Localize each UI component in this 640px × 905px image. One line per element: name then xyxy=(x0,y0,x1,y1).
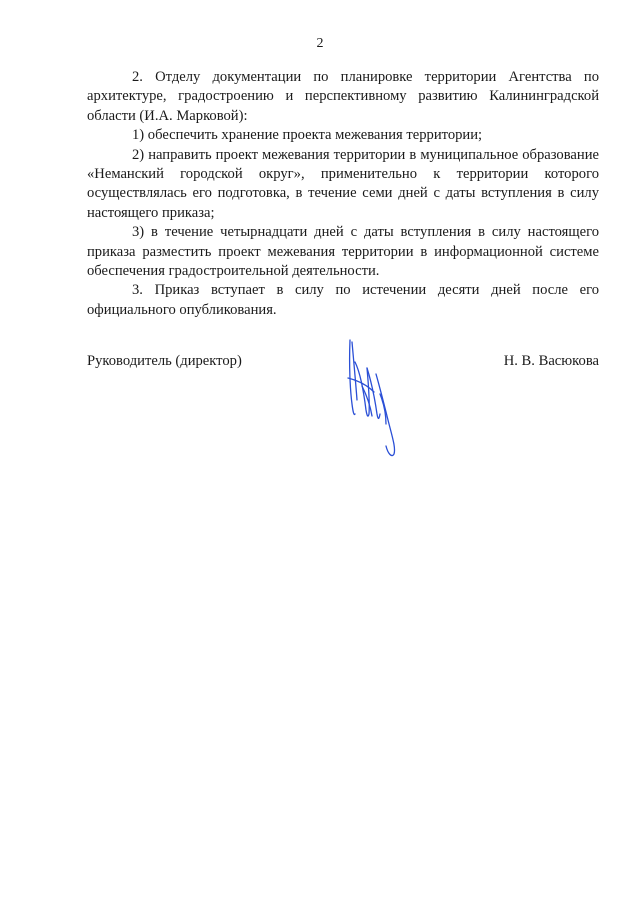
subitem-2: 2) направить проект межевания территории в муниципальное образование «Неманский городской округ», применительно к территории которого осуществлялась его подготовка, в течение семи дней с даты вступления в силу настоящего приказа; xyxy=(87,146,599,221)
subitem-3: 3) в течение четырнадцати дней с даты вступления в силу настоящего приказа разместить проект межевания территории в информационной системе обеспечения градостроительной деятельности. xyxy=(87,224,599,280)
order-body xyxy=(87,68,599,320)
handwritten-signature xyxy=(336,334,408,460)
page-number: 2 xyxy=(316,36,324,51)
subitem-1: 1) обеспечить хранение проекта межевания территории; xyxy=(132,127,483,144)
signatory-title: Руководитель (директор) xyxy=(87,353,242,369)
paragraph-item-3: 3. Приказ вступает в силу по истечении десяти дней после его официального опубликования. xyxy=(87,282,599,318)
paragraph-item-2: 2. Отделу документации по планировке территории Агентства по архитектуре, градостроению и перспективному развитию Калининградской области (И.А. Марковой): xyxy=(87,69,599,124)
signatory-name: Н. В. Васюкова xyxy=(503,353,599,369)
